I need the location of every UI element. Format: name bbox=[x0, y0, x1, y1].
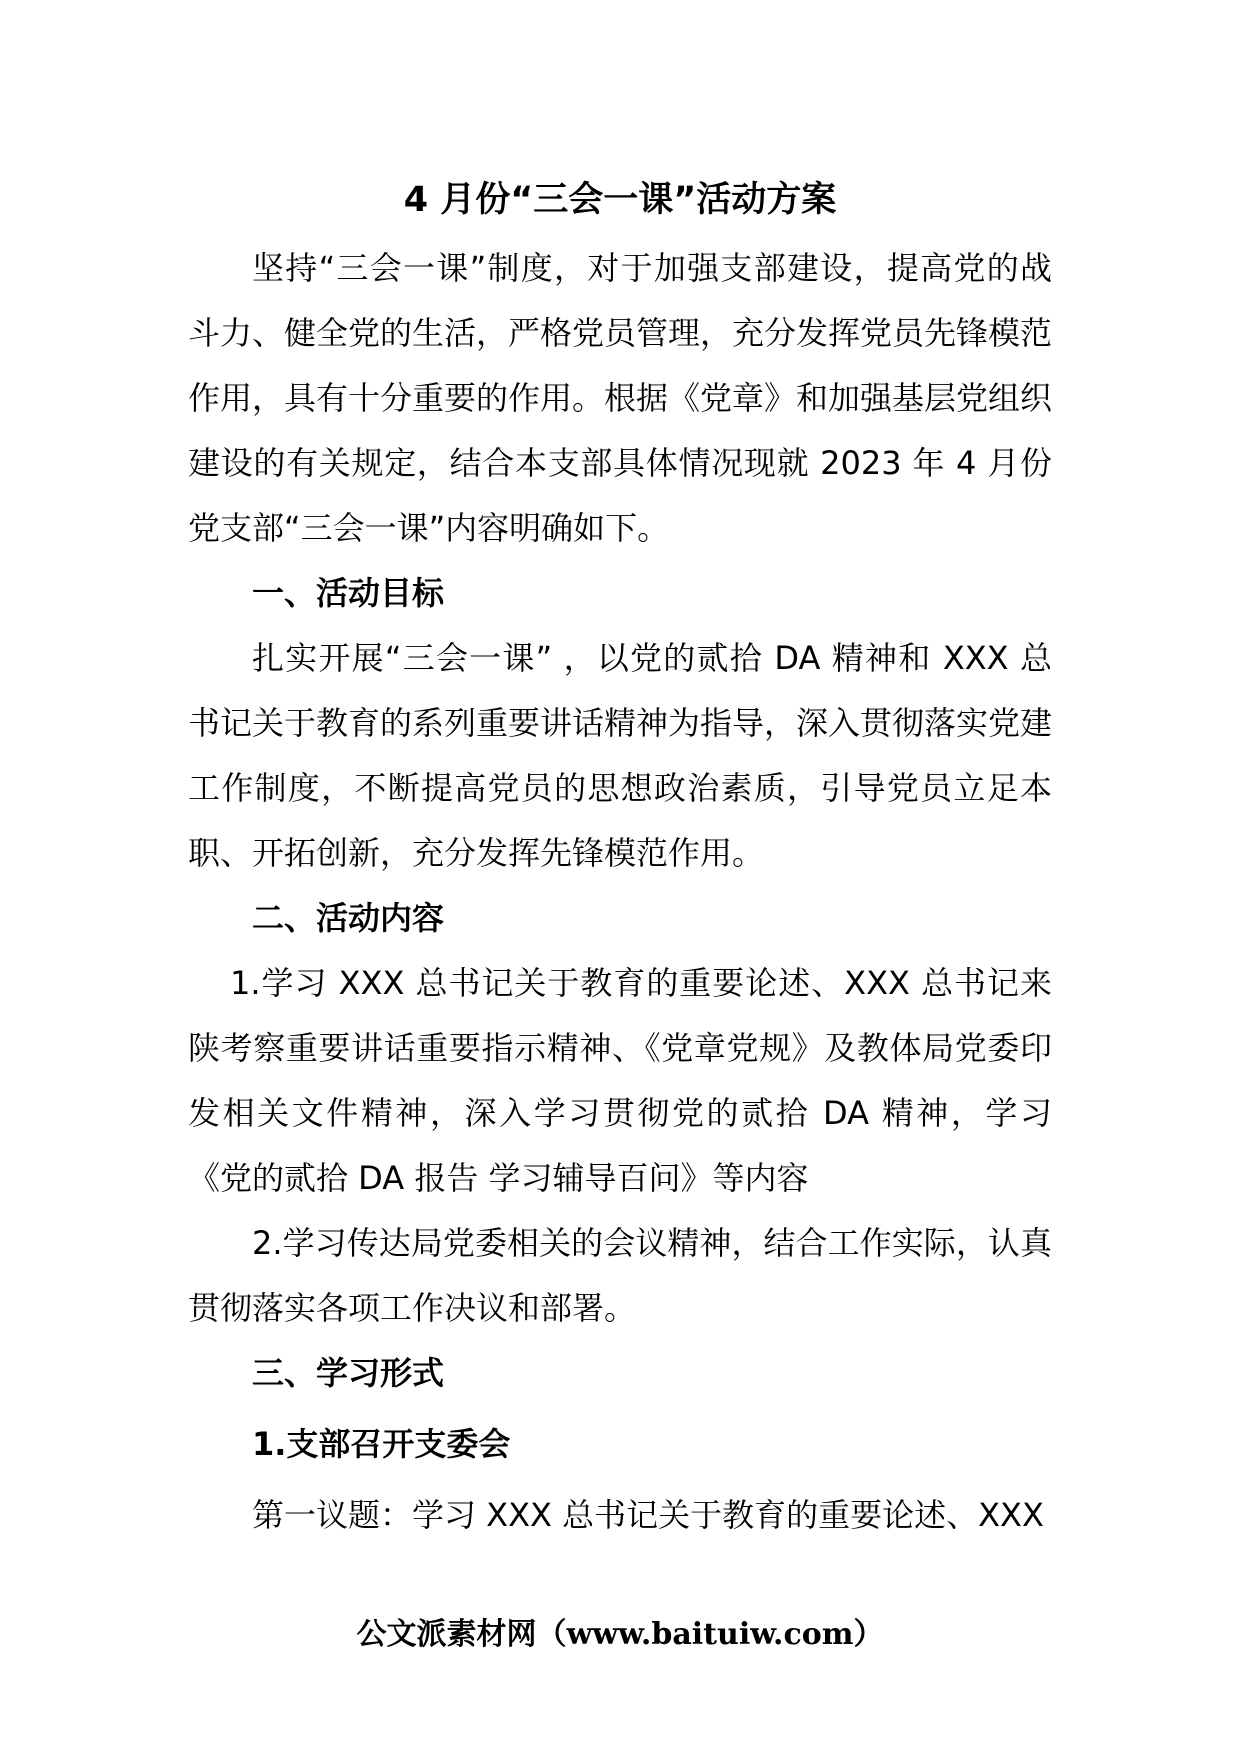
document-body bbox=[188, 236, 1052, 1548]
footer-watermark: 公文派素材网（www.baituiw.com） bbox=[356, 1617, 884, 1652]
section-heading-content: 二、活动内容 bbox=[252, 899, 445, 937]
agenda-item-1: 第一议题：学习 XXX 总书记关于教育的重要论述、XXX bbox=[252, 1496, 1044, 1534]
section-heading-goals: 一、活动目标 bbox=[252, 574, 445, 612]
document-title: 4 月份“三会一课”活动方案 bbox=[403, 180, 837, 220]
section-heading-format: 三、学习形式 bbox=[252, 1354, 445, 1392]
content-item-2: 2.学习传达局党委相关的会议精神，结合工作实际，认真贯彻落实各项工作决议和部署。 bbox=[188, 1224, 1052, 1327]
intro-paragraph: 坚持“三会一课”制度，对于加强支部建设，提高党的战斗力、健全党的生活，严格党员管理，充分发挥党员先锋模范作用，具有十分重要的作用。根据《党章》和加强基层党组织建设的有关规定，结合本支部具体情况现就 2023 年 4 月份党支部“三会一课”内容明确如下。 bbox=[188, 249, 1053, 547]
goals-paragraph: 扎实开展“三会一课” ，以党的贰拾 DA 精神和 XXX 总书记关于教育的系列重要讲话精神为指导，深入贯彻落实党建工作制度，不断提高党员的思想政治素质，引导党员立足本职、开拓创新，充分发挥先锋模范作用。 bbox=[188, 639, 1053, 872]
subheading-committee-meeting: 1.支部召开支委会 bbox=[252, 1425, 511, 1463]
content-item-1: 1.学习 XXX 总书记关于教育的重要论述、XXX 总书记来陕考察重要讲话重要指示精神、《党章党规》及教体局党委印发相关文件精神，深入学习贯彻党的贰拾 DA 精神，学习《党的贰拾 DA 报告 学习辅导百问》等内容 bbox=[188, 964, 1052, 1197]
